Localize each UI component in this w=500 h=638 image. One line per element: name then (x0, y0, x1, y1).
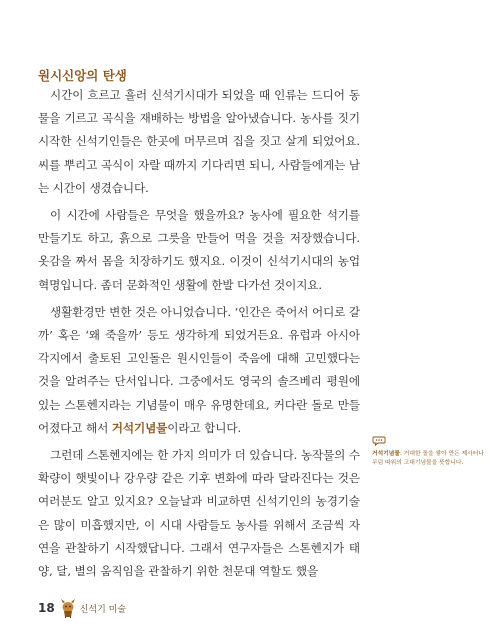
paragraph-4: 그런데 스톤헨지에는 한 가지 의미가 더 있습니다. 농작물의 수확량이 햇빛이나 강우량 같은 기후 변화에 따라 달라진다는 것은 여러분도 알고 있지요? 오늘날과 비교하면 신석기인의 농경기술은 많이 미흡했지만, 이 시대 사람들도 농사를 위해서 조금씩 자연을 관찰하기 시작했답니다. 그래서 연구자들은 스톤헨지가 태양, 달, 별의 움직임을 관찰하기 위한 천문대 역할도 했을 (38, 448, 360, 579)
paragraph-3-end: 이라고 합니다. (167, 420, 242, 435)
sidenote-term: 거석기념물 (372, 451, 400, 457)
highlighted-term: 거석기념물 (111, 420, 168, 435)
paragraph-3 (38, 301, 360, 440)
paragraph-3-text: 생활환경만 변한 것은 아니었습니다. ‘인간은 죽어서 어디로 갈까’ 혹은 ‘왜 죽을까’ 등도 생각하게 되었거든요. 유럽과 아시아 각지에서 출토된 고인돌은 원시인들이 죽음에 대해 고민했다는 것을 알려주는 단서입니다. 그중에서도 영국의 솔즈베리 평원에 있는 스톤헨지라는 기념물이 매우 유명한데요, 커다란 돌로 만들어졌다고 해서 (38, 304, 360, 435)
section-title: 원시신앙의 탄생 (38, 68, 127, 83)
paragraph-1: 시간이 흐르고 흘러 신석기시대가 되었을 때 인류는 드디어 동물을 기르고 곡식을 재배하는 방법을 알아냈습니다. 농사를 짓기 시작한 신석기인들은 한곳에 머무르며 집을 짓고 살게 되었어요. 씨를 뿌리고 곡식이 자랄 때까지 기다리면 되니, 사람들에게는 남는 시간이 생겼습니다. (38, 88, 360, 195)
speech-bubble-icon (372, 436, 386, 446)
paragraph-2: 이 시간에 사람들은 무엇을 했을까요? 농사에 필요한 석기를 만들기도 하고, 흙으로 그릇을 만들어 먹을 것을 저장했습니다. 옷감을 짜서 몸을 치장하기도 했지요. 이것이 신석기시대의 농업혁명입니다. 좀더 문화적인 생활에 한발 다가선 것이지요. (38, 208, 360, 292)
book-title: 신석기 미술 (79, 604, 127, 615)
body-text (38, 84, 360, 587)
sidenote-text: : 거대한 돌을 쌓아 만든 제사터나 무덤 따위의 고대기념물을 뜻합니다. (372, 451, 484, 466)
mascot-icon (59, 598, 77, 618)
sidenote (372, 450, 484, 468)
page-footer (38, 597, 126, 619)
page-number: 18 (38, 601, 55, 615)
